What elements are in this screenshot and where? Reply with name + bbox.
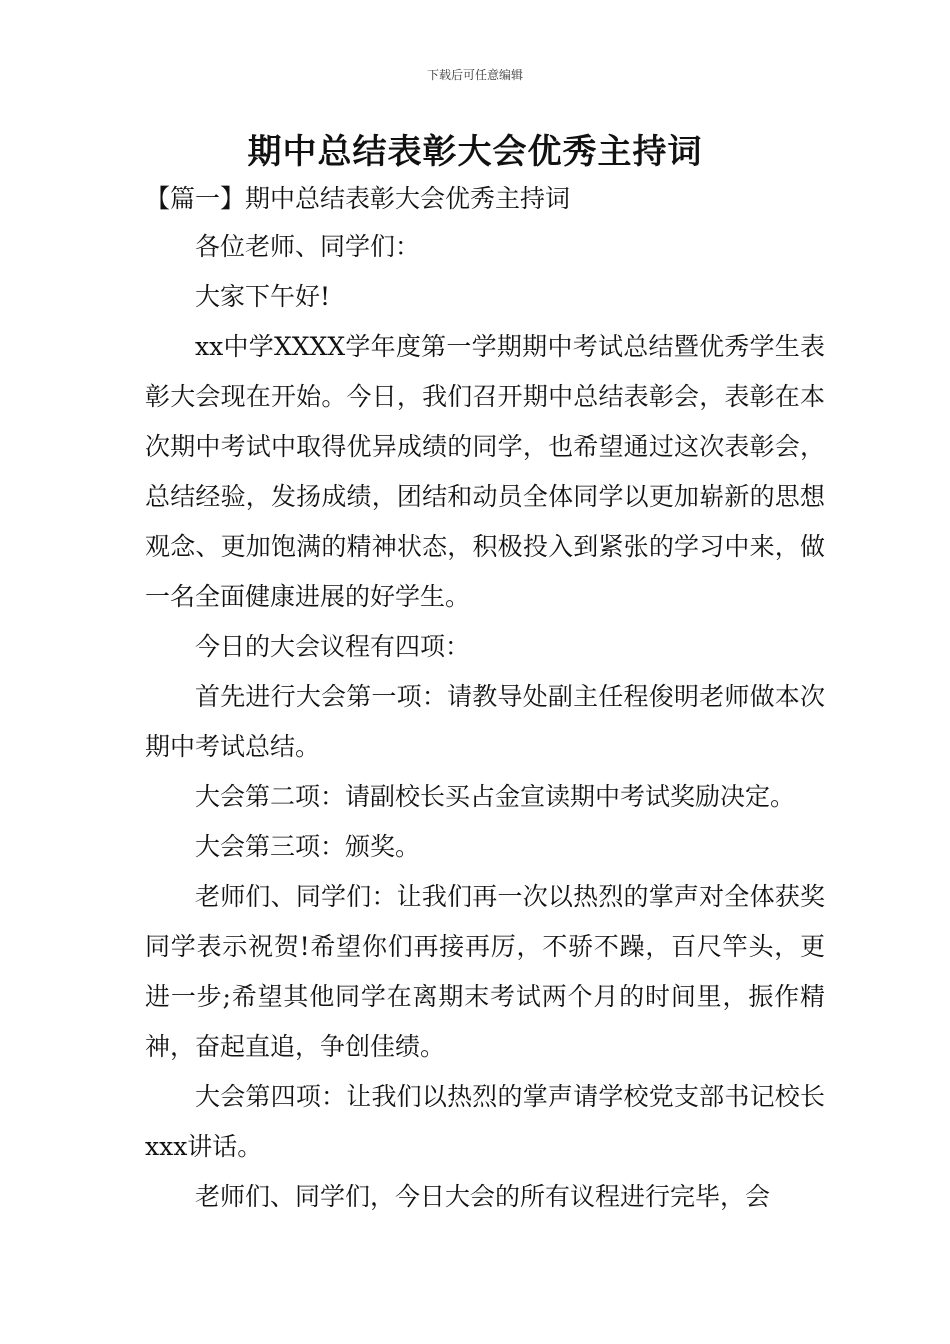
paragraph-agenda-item-3: 大会第三项：颁奖。 bbox=[195, 832, 421, 861]
paragraph-agenda-intro: 今日的大会议程有四项： bbox=[195, 632, 471, 661]
paragraph-greeting: 各位老师、同学们： bbox=[195, 232, 421, 261]
section-heading: 【篇一】期中总结表彰大会优秀主持词 bbox=[145, 184, 571, 213]
paragraph-agenda-item-1: 首先进行大会第一项：请教导处副主任程俊明老师做本次期中考试总结。 bbox=[145, 682, 825, 761]
document-body bbox=[145, 176, 825, 1222]
paragraph-closing: 老师们、同学们，今日大会的所有议程进行完毕，会 bbox=[195, 1182, 771, 1211]
document-title: 期中总结表彰大会优秀主持词 bbox=[247, 132, 703, 172]
paragraph-congratulations: 老师们、同学们：让我们再一次以热烈的掌声对全体获奖同学表示祝贺!希望你们再接再厉，不骄不躁，百尺竿头，更进一步;希望其他同学在离期末考试两个月的时间里，振作精神，奋起直追，争创佳绩。 bbox=[145, 882, 825, 1061]
paragraph-agenda-item-4: 大会第四项：让我们以热烈的掌声请学校党支部书记校长xxx讲话。 bbox=[145, 1082, 825, 1161]
paragraph-good-afternoon: 大家下午好! bbox=[195, 282, 331, 311]
paragraph-agenda-item-2: 大会第二项：请副校长买占金宣读期中考试奖励决定。 bbox=[195, 782, 796, 811]
header-note: 下载后可任意编辑 bbox=[426, 68, 523, 82]
paragraph-opening: xx中学XXXX学年度第一学期期中考试总结暨优秀学生表彰大会现在开始。今日，我们召开期中总结表彰会，表彰在本次期中考试中取得优异成绩的同学，也希望通过这次表彰会，总结经验，发扬成绩，团结和动员全体同学以更加崭新的思想观念、更加饱满的精神状态，积极投入到紧张的学习中来，做一名全面健康进展的好学生。 bbox=[145, 332, 825, 611]
